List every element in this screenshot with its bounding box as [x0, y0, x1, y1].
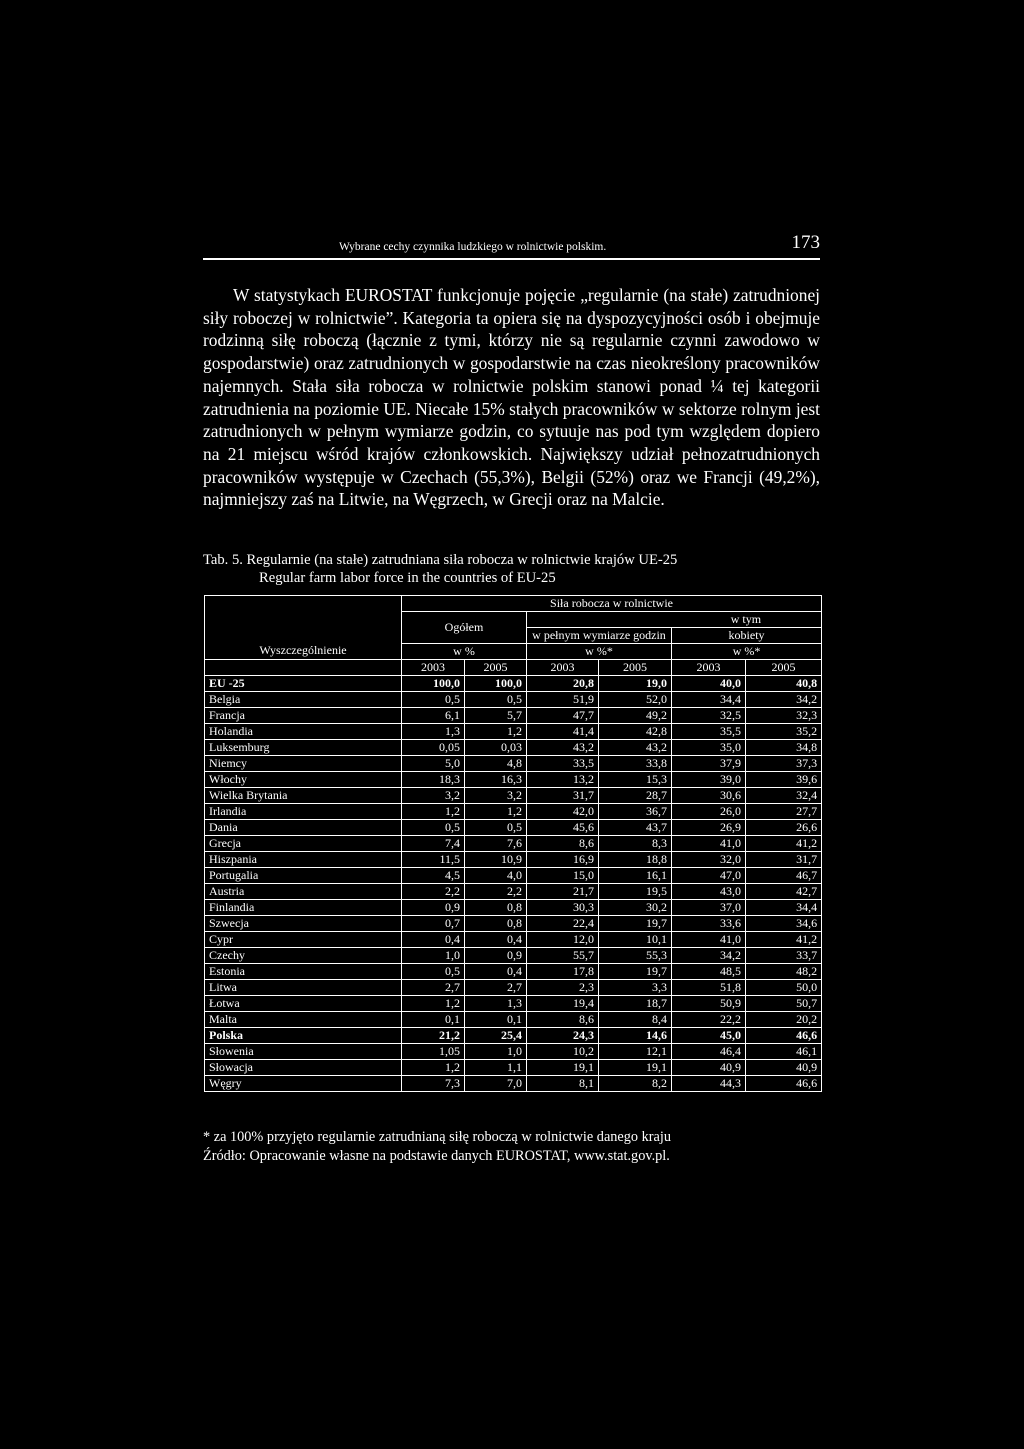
header-year: 2005: [465, 660, 527, 676]
row-value: 0,4: [402, 932, 465, 948]
table-row: [205, 692, 822, 708]
header-group: Siła robocza w rolnictwie: [402, 596, 822, 612]
row-name: Francja: [205, 708, 402, 724]
row-value: 24,3: [527, 1028, 599, 1044]
header-year-blank: [205, 660, 402, 676]
row-value: 100,0: [465, 676, 527, 692]
row-value: 32,3: [746, 708, 822, 724]
row-value: 33,6: [672, 916, 746, 932]
row-value: 19,1: [599, 1060, 672, 1076]
footnote: * za 100% przyjęto regularnie zatrudnianą siłę roboczą w rolnictwie danego kraju: [203, 1129, 672, 1145]
labor-force-table: [204, 595, 822, 1092]
row-value: 1,2: [465, 724, 527, 740]
row-name: EU -25: [205, 676, 402, 692]
row-value: 2,2: [402, 884, 465, 900]
row-value: 41,0: [672, 932, 746, 948]
row-value: 46,1: [746, 1044, 822, 1060]
table-row: [205, 804, 822, 820]
header-year: 2005: [746, 660, 822, 676]
row-value: 18,3: [402, 772, 465, 788]
row-value: 0,7: [402, 916, 465, 932]
row-value: 48,5: [672, 964, 746, 980]
row-value: 16,1: [599, 868, 672, 884]
row-name: Grecja: [205, 836, 402, 852]
row-value: 4,5: [402, 868, 465, 884]
header-rule: [203, 258, 820, 260]
source-note: Źródło: Opracowanie własne na podstawie danych EUROSTAT, www.stat.gov.pl.: [203, 1148, 670, 1164]
row-value: 55,3: [599, 948, 672, 964]
row-value: 33,7: [746, 948, 822, 964]
row-value: 43,2: [527, 740, 599, 756]
row-value: 2,2: [465, 884, 527, 900]
row-value: 40,9: [672, 1060, 746, 1076]
row-name: Niemcy: [205, 756, 402, 772]
row-value: 41,0: [672, 836, 746, 852]
row-value: 43,7: [599, 820, 672, 836]
row-value: 18,8: [599, 852, 672, 868]
row-value: 19,0: [599, 676, 672, 692]
row-value: 26,9: [672, 820, 746, 836]
row-name: Dania: [205, 820, 402, 836]
row-value: 100,0: [402, 676, 465, 692]
row-value: 0,4: [465, 964, 527, 980]
row-value: 0,8: [465, 916, 527, 932]
row-value: 8,3: [599, 836, 672, 852]
row-value: 19,5: [599, 884, 672, 900]
row-value: 48,2: [746, 964, 822, 980]
row-value: 0,5: [402, 820, 465, 836]
row-name: Malta: [205, 1012, 402, 1028]
row-name: Czechy: [205, 948, 402, 964]
header-ogolem: Ogółem: [402, 612, 527, 644]
row-value: 40,9: [746, 1060, 822, 1076]
row-value: 32,5: [672, 708, 746, 724]
row-value: 43,2: [599, 740, 672, 756]
row-value: 0,5: [402, 964, 465, 980]
row-value: 50,9: [672, 996, 746, 1012]
row-value: 45,6: [527, 820, 599, 836]
row-value: 2,7: [402, 980, 465, 996]
table-row: [205, 788, 822, 804]
row-value: 52,0: [599, 692, 672, 708]
row-name: Włochy: [205, 772, 402, 788]
row-value: 5,7: [465, 708, 527, 724]
table-row: [205, 900, 822, 916]
row-value: 51,9: [527, 692, 599, 708]
row-name: Luksemburg: [205, 740, 402, 756]
row-value: 39,0: [672, 772, 746, 788]
row-value: 30,6: [672, 788, 746, 804]
row-value: 3,3: [599, 980, 672, 996]
row-value: 40,0: [672, 676, 746, 692]
row-value: 8,1: [527, 1076, 599, 1092]
table-row: [205, 1028, 822, 1044]
table-header: [205, 596, 822, 676]
row-value: 36,7: [599, 804, 672, 820]
row-value: 35,2: [746, 724, 822, 740]
row-name: Słowacja: [205, 1060, 402, 1076]
table-caption-polish: Tab. 5. Regularnie (na stałe) zatrudniana siła robocza w rolnictwie krajów UE-25: [203, 552, 678, 568]
header-year: 2005: [599, 660, 672, 676]
row-value: 17,8: [527, 964, 599, 980]
row-value: 45,0: [672, 1028, 746, 1044]
row-value: 41,2: [746, 932, 822, 948]
table-row: [205, 916, 822, 932]
table-row: [205, 948, 822, 964]
row-name: Holandia: [205, 724, 402, 740]
header-unit-kobiety: w %*: [672, 644, 822, 660]
row-value: 28,7: [599, 788, 672, 804]
header-year: 2003: [672, 660, 746, 676]
row-value: 12,0: [527, 932, 599, 948]
row-value: 46,4: [672, 1044, 746, 1060]
row-value: 0,9: [402, 900, 465, 916]
row-value: 20,8: [527, 676, 599, 692]
row-name: Cypr: [205, 932, 402, 948]
row-value: 21,7: [527, 884, 599, 900]
row-value: 44,3: [672, 1076, 746, 1092]
row-value: 0,05: [402, 740, 465, 756]
table-row: [205, 884, 822, 900]
row-value: 0,9: [465, 948, 527, 964]
row-value: 46,7: [746, 868, 822, 884]
row-value: 34,4: [746, 900, 822, 916]
row-value: 18,7: [599, 996, 672, 1012]
row-value: 1,2: [402, 996, 465, 1012]
row-value: 0,1: [465, 1012, 527, 1028]
row-value: 2,7: [465, 980, 527, 996]
row-value: 8,6: [527, 836, 599, 852]
table-row: [205, 740, 822, 756]
row-value: 41,4: [527, 724, 599, 740]
row-value: 43,0: [672, 884, 746, 900]
row-value: 15,0: [527, 868, 599, 884]
row-value: 26,0: [672, 804, 746, 820]
row-value: 35,5: [672, 724, 746, 740]
row-value: 13,2: [527, 772, 599, 788]
row-value: 34,2: [672, 948, 746, 964]
row-value: 40,8: [746, 676, 822, 692]
row-value: 37,3: [746, 756, 822, 772]
row-value: 7,0: [465, 1076, 527, 1092]
row-value: 33,5: [527, 756, 599, 772]
row-value: 1,1: [465, 1060, 527, 1076]
row-value: 20,2: [746, 1012, 822, 1028]
row-value: 1,0: [465, 1044, 527, 1060]
row-value: 32,4: [746, 788, 822, 804]
row-value: 42,0: [527, 804, 599, 820]
running-title: Wybrane cechy czynnika ludzkiego w rolnictwie polskim.: [339, 241, 607, 253]
row-value: 22,4: [527, 916, 599, 932]
row-value: 37,0: [672, 900, 746, 916]
row-value: 8,4: [599, 1012, 672, 1028]
row-value: 30,2: [599, 900, 672, 916]
row-value: 30,3: [527, 900, 599, 916]
row-value: 0,1: [402, 1012, 465, 1028]
table-row: [205, 1076, 822, 1092]
row-value: 0,8: [465, 900, 527, 916]
header-unit-ogolem: w %: [402, 644, 527, 660]
header-pelny-wymiar: w pełnym wymiarze godzin: [527, 628, 672, 644]
header-kobiety: kobiety: [672, 628, 822, 644]
row-value: 8,6: [527, 1012, 599, 1028]
row-value: 0,4: [465, 932, 527, 948]
row-value: 0,5: [465, 692, 527, 708]
table-row: [205, 676, 822, 692]
table-row: [205, 868, 822, 884]
row-value: 4,8: [465, 756, 527, 772]
row-value: 27,7: [746, 804, 822, 820]
table-row: [205, 964, 822, 980]
row-value: 33,8: [599, 756, 672, 772]
row-value: 21,2: [402, 1028, 465, 1044]
table-body: [205, 676, 822, 1092]
row-value: 12,1: [599, 1044, 672, 1060]
running-header: [203, 232, 820, 258]
row-value: 0,5: [465, 820, 527, 836]
row-value: 34,2: [746, 692, 822, 708]
row-name: Polska: [205, 1028, 402, 1044]
row-value: 8,2: [599, 1076, 672, 1092]
row-value: 26,6: [746, 820, 822, 836]
row-value: 19,1: [527, 1060, 599, 1076]
row-value: 32,0: [672, 852, 746, 868]
row-value: 2,3: [527, 980, 599, 996]
table-row: [205, 852, 822, 868]
row-value: 15,3: [599, 772, 672, 788]
header-stub: Wyszczególnienie: [205, 596, 402, 660]
header-year: 2003: [527, 660, 599, 676]
row-value: 4,0: [465, 868, 527, 884]
row-value: 41,2: [746, 836, 822, 852]
body-paragraph: W statystykach EUROSTAT funkcjonuje pojęcie „regularnie (na stałe) zatrudnionej siły roboczej w rolnictwie”. Kategoria ta opiera się na dyspozycyjności osób i obejmuje rodzinną siłę roboczą (łącznie z tymi, którzy nie są regularnie czynni zawodowo w gospodarstwie) oraz zatrudnionych w gospodarstwie na czas nieokreślony pracowników najemnych. Stała siła robocza w rolnictwie polskim stanowi ponad ¼ tej kategorii zatrudnienia na poziomie UE. Niecałe 15% stałych pracowników w sektorze rolnym jest zatrudnionych w pełnym wymiarze godzin, co sytuuje nas pod tym względem dopiero na 21 miejscu wśród krajów członkowskich. Największy udział pełnozatrudnionych pracowników występuje w Czechach (55,3%), Belgii (52%) oraz we Francji (49,2%), najmniejszy zaś na Litwie, na Węgrzech, w Grecji oraz na Malcie.: [203, 285, 820, 510]
row-value: 34,8: [746, 740, 822, 756]
row-value: 14,6: [599, 1028, 672, 1044]
row-name: Belgia: [205, 692, 402, 708]
row-value: 10,9: [465, 852, 527, 868]
row-value: 42,7: [746, 884, 822, 900]
row-value: 7,6: [465, 836, 527, 852]
header-unit-pelny: w %*: [527, 644, 672, 660]
row-value: 47,0: [672, 868, 746, 884]
row-value: 1,2: [402, 804, 465, 820]
row-value: 46,6: [746, 1076, 822, 1092]
row-value: 50,7: [746, 996, 822, 1012]
row-value: 5,0: [402, 756, 465, 772]
row-value: 6,1: [402, 708, 465, 724]
row-value: 31,7: [746, 852, 822, 868]
table-row: [205, 820, 822, 836]
row-name: Finlandia: [205, 900, 402, 916]
row-value: 1,2: [402, 1060, 465, 1076]
row-value: 25,4: [465, 1028, 527, 1044]
row-value: 42,8: [599, 724, 672, 740]
row-value: 3,2: [402, 788, 465, 804]
row-name: Irlandia: [205, 804, 402, 820]
row-value: 11,5: [402, 852, 465, 868]
row-value: 0,03: [465, 740, 527, 756]
table-row: [205, 708, 822, 724]
row-name: Szwecja: [205, 916, 402, 932]
table-row: [205, 724, 822, 740]
row-value: 46,6: [746, 1028, 822, 1044]
row-value: 19,7: [599, 916, 672, 932]
page-number: 173: [791, 232, 820, 253]
row-value: 35,0: [672, 740, 746, 756]
row-value: 16,3: [465, 772, 527, 788]
header-w-tym: w tym: [527, 612, 822, 628]
row-value: 1,3: [402, 724, 465, 740]
table-caption-english: Regular farm labor force in the countries of EU-25: [259, 570, 556, 586]
row-name: Węgry: [205, 1076, 402, 1092]
row-value: 51,8: [672, 980, 746, 996]
row-value: 1,0: [402, 948, 465, 964]
row-value: 34,4: [672, 692, 746, 708]
table-row: [205, 756, 822, 772]
row-value: 19,4: [527, 996, 599, 1012]
row-name: Litwa: [205, 980, 402, 996]
row-value: 55,7: [527, 948, 599, 964]
row-value: 1,05: [402, 1044, 465, 1060]
table-row: [205, 932, 822, 948]
row-value: 49,2: [599, 708, 672, 724]
table-caption: [203, 551, 820, 587]
table-row: [205, 1044, 822, 1060]
row-name: Słowenia: [205, 1044, 402, 1060]
row-value: 10,2: [527, 1044, 599, 1060]
row-name: Łotwa: [205, 996, 402, 1012]
row-value: 50,0: [746, 980, 822, 996]
table-notes: [203, 1128, 820, 1166]
table-row: [205, 772, 822, 788]
row-value: 10,1: [599, 932, 672, 948]
row-name: Estonia: [205, 964, 402, 980]
row-value: 37,9: [672, 756, 746, 772]
row-value: 1,3: [465, 996, 527, 1012]
table-row: [205, 996, 822, 1012]
row-name: Hiszpania: [205, 852, 402, 868]
row-name: Wielka Brytania: [205, 788, 402, 804]
table-row: [205, 836, 822, 852]
table-row: [205, 980, 822, 996]
row-value: 0,5: [402, 692, 465, 708]
row-value: 16,9: [527, 852, 599, 868]
row-value: 7,4: [402, 836, 465, 852]
header-year: 2003: [402, 660, 465, 676]
row-value: 3,2: [465, 788, 527, 804]
row-value: 34,6: [746, 916, 822, 932]
table-row: [205, 1012, 822, 1028]
row-name: Portugalia: [205, 868, 402, 884]
row-value: 31,7: [527, 788, 599, 804]
row-value: 1,2: [465, 804, 527, 820]
table-row: [205, 1060, 822, 1076]
row-value: 39,6: [746, 772, 822, 788]
row-value: 19,7: [599, 964, 672, 980]
row-value: 7,3: [402, 1076, 465, 1092]
row-value: 22,2: [672, 1012, 746, 1028]
row-value: 47,7: [527, 708, 599, 724]
row-name: Austria: [205, 884, 402, 900]
